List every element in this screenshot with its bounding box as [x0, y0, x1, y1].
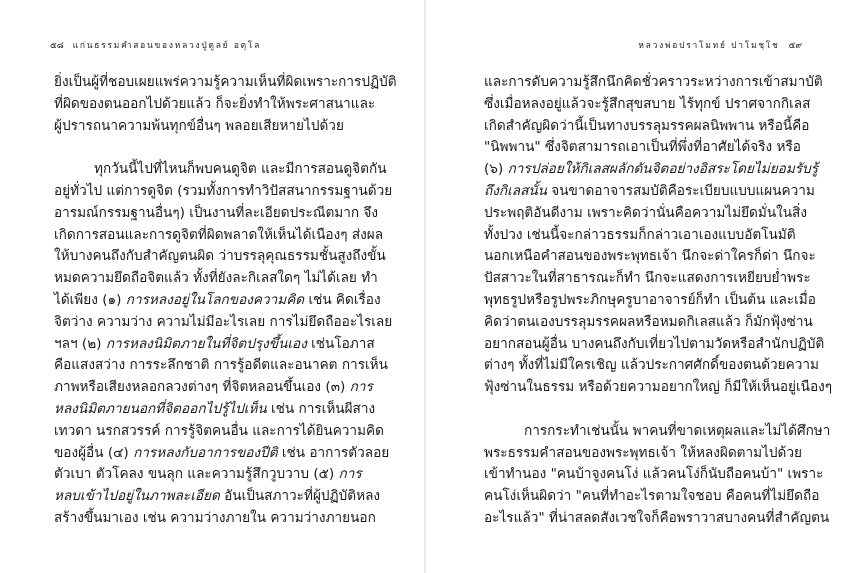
left-page-header — [50, 38, 261, 52]
text-line — [484, 72, 823, 92]
text-line — [54, 508, 376, 528]
text-line — [484, 377, 832, 397]
text-segment: เช่น การเห็นผีสาง — [266, 401, 376, 417]
text-line — [54, 246, 386, 266]
text-line — [484, 159, 818, 179]
text-line — [484, 443, 802, 463]
text-line — [54, 377, 373, 397]
text-line — [484, 116, 809, 136]
right-page — [425, 0, 850, 573]
text-segment: เกิดการสอนและการดูจิตที่ผิดพลาดให้เห็นได้เนืองๆ ส่งผล — [54, 226, 384, 243]
text-line — [54, 399, 375, 419]
right-page-number: ๕๙ — [788, 41, 802, 51]
text-segment: (๖) — [484, 161, 508, 178]
text-segment: คนโง่เห็นผิดว่า "คนที่ทำอะไรตามใจชอบ คือคนที่ไม่ยึดถือ — [484, 488, 820, 505]
italic-text-segment: หลบเข้าไปอยู่ในภาพละเอียด — [54, 488, 220, 505]
text-line — [484, 94, 810, 114]
text-segment: "นิพพาน" ซึ่งจิตสามารถเอาเป็นที่พึ่งที่อาศัยได้จริง หรือ — [484, 139, 801, 156]
italic-text-segment: การหลงนิมิตภายในที่จิตปรุงขึ้นเอง — [105, 335, 307, 352]
text-segment: พุทธรูปหรือรูปพระภิกษุครูบาอาจารย์ก็ทำ เป็นต้น และเมื่อ — [484, 292, 816, 308]
text-line — [484, 508, 829, 528]
text-line — [54, 94, 375, 114]
text-segment: ทั้งปวง เช่นนี้จะกล่าวธรรมก็กล่าวเอาเองแบบอัตโนมัติ — [484, 226, 796, 243]
text-segment: พระธรรมคำสอนของพระพุทธเจ้า ให้หลงผิดตามไปด้วย — [484, 444, 802, 461]
text-line — [484, 203, 807, 223]
text-segment: คือแสงสว่าง การระลึกชาติ การรู้อดีตและอนาคต การเห็น — [54, 357, 388, 374]
text-segment: ผู้ปรารถนาความพ้นทุกข์อื่นๆ พลอยเสียหายไปด้วย — [54, 117, 344, 134]
italic-text-segment: ถึงกิเลสนั้น — [484, 183, 547, 199]
text-line — [54, 334, 375, 354]
text-segment: จนขาดอาจารสมบัติคือระเบียบแบบแผนความ — [546, 183, 815, 199]
text-line — [54, 464, 362, 484]
text-line — [54, 116, 344, 136]
text-segment: เกิดสำคัญผิดว่านี้เป็นทางบรรลุมรรคผลนิพพาน หรือนี้คือ — [484, 117, 810, 134]
text-segment: การกระทำเช่นนั้น พาคนที่ขาดเหตุผลและไม่ได้ศึกษา — [524, 422, 831, 439]
text-line — [54, 443, 389, 463]
text-segment: อารมณ์กรรมฐานอื่นๆ) เป็นงานที่ละเอียดประณีตมาก จึง — [54, 204, 379, 221]
text-segment: อยู่ทั่วไป แต่การดูจิต (รวมทั้งการทำวิปัสสนากรรมฐานด้วย — [54, 183, 393, 199]
italic-text-segment: การปล่อยให้กิเลสผลักดันจิตอย่างอิสระโดยไม่ยอมรับรู้ — [507, 161, 819, 178]
text-line — [484, 225, 796, 245]
text-segment: ฟุ้งซ่านในธรรม หรือด้วยความอยากใหญ่ ก็มีให้เห็นอยู่เนืองๆ — [484, 379, 833, 396]
text-segment: อะไรแล้ว" ที่น่าสลดสังเวชใจก็คือพราวาสบางคนที่สำคัญตน — [484, 510, 830, 526]
text-segment: ให้บางคนถึงกับสำคัญตนผิด ว่าบรรลุคุณธรรมชั้นสูงถึงขั้น — [54, 248, 386, 265]
text-line — [54, 181, 392, 201]
text-line — [484, 137, 801, 157]
text-segment: อยากสอนผู้อื่น บางคนถึงกับเที่ยวไปตามวัดหรือสำนักปฏิบัติ — [484, 335, 825, 352]
text-segment: ปัสสาวะในที่สาธารณะก็ทำ นึกจะแสดงการเหยียบย่ำพระ — [484, 270, 811, 287]
text-line — [54, 355, 388, 375]
text-segment: ทุกวันนี้ไปที่ไหนก็พบคนดูจิต และมีการสอนดูจิตกัน — [94, 161, 387, 178]
text-line — [54, 225, 383, 245]
text-segment: จิตว่าง ความว่าง ความไม่มีอะไรเลย การไม่ยึดถืออะไรเลย — [54, 313, 393, 330]
text-segment: คิดว่าตนเองบรรลุมรรคผลหรือหมดกิเลสแล้ว ก็มักฟุ้งซ่าน — [484, 313, 813, 330]
text-segment: เช่นโอภาส — [306, 335, 375, 352]
text-line — [484, 486, 819, 506]
right-running-head: หลวงพ่อปราโมทย์ ปาโมชฺโช — [638, 40, 780, 50]
text-segment: เช่น คิดเรื่อง — [304, 292, 381, 308]
text-line — [54, 312, 392, 332]
right-page-header — [638, 38, 802, 52]
italic-text-segment: การ — [349, 379, 373, 396]
italic-text-segment: การหลงอยู่ในโลกของความคิด — [125, 292, 305, 308]
italic-text-segment: การ — [338, 466, 362, 483]
text-line — [484, 181, 815, 201]
text-segment: อันเป็นสภาวะที่ผู้ปฏิบัติหลง — [219, 488, 381, 505]
text-segment: ยิ่งเป็นผู้ที่ชอบเผยแพร่ความรู้ความเห็นที่ผิดเพราะการปฏิบัติ — [54, 74, 397, 90]
left-page-number: ๕๘ — [50, 41, 64, 51]
text-line — [54, 290, 381, 310]
text-line — [484, 334, 824, 354]
text-line — [484, 246, 816, 266]
left-running-head: แก่นธรรมคำสอนของหลวงปู่ดูลย์ อตุโล — [72, 40, 262, 50]
text-segment: ที่ผิดของตนออกไปด้วยแล้ว ก็จะยิ่งทำให้พระศาสนาและ — [54, 95, 376, 112]
text-line — [54, 72, 397, 92]
text-line — [484, 268, 811, 288]
text-line — [54, 268, 378, 288]
text-line — [54, 159, 387, 179]
text-line — [54, 421, 384, 441]
text-segment: สร้างขึ้นมาเอง เช่น ความว่างภายใน ความว่างภายนอก — [54, 510, 376, 526]
text-segment: เช่น อาการตัวลอย — [277, 444, 390, 461]
text-segment: ต่างๆ ทั้งที่ไม่มีใครเชิญ แล้วประกาศศักดิ์ของตนด้วยความ — [484, 357, 819, 374]
text-segment: ประพฤติอันดีงาม เพราะคิดว่านั่นคือความไม่ยึดมั่นในสิ่ง — [484, 204, 807, 221]
text-line — [484, 421, 830, 441]
text-segment: หมดความยึดถือจิตแล้ว ทั้งที่ยังละกิเลสใดๆ ไม่ได้เลย ทำ — [54, 270, 378, 287]
text-line — [54, 203, 378, 223]
text-segment: เทวดา นรกสวรรค์ การรู้จิตคนอื่น และการได้ยินความคิด — [54, 422, 384, 439]
text-segment: ฯลฯ (๒) — [54, 335, 106, 352]
italic-text-segment: หลงนิมิตภายนอกที่จิตออกไปรู้ไปเห็น — [54, 401, 267, 417]
text-segment: ซึ่งเมื่อหลงอยู่แล้วจะรู้สึกสุขสบาย ไร้ทุกข์ ปราศจากกิเลส — [484, 95, 811, 112]
text-line — [54, 486, 380, 506]
text-segment: เข้าทำนอง "คนบ้าจูงคนโง่ แล้วคนโง่ก็นับถือคนบ้า" เพราะ — [484, 466, 824, 483]
text-segment: นอกเหนือคำสอนของพระพุทธเจ้า นึกจะด่าใครก็ด่า นึกจะ — [484, 248, 816, 265]
text-segment: ภาพหรือเสียงหลอกลวงต่างๆ ที่จิตหลอนขึ้นเอง (๓) — [54, 379, 350, 396]
text-segment: ตัวเบา ตัวโคลง ขนลุก และความรู้สึกวูบวาบ (๕) — [54, 466, 339, 483]
text-line — [484, 290, 816, 310]
text-line — [484, 312, 813, 332]
text-segment: ได้เพียง (๑) — [54, 292, 126, 308]
text-segment: ของผู้อื่น (๔) — [54, 444, 134, 461]
text-line — [484, 355, 819, 375]
text-segment: และการดับความรู้สึกนึกคิดชั่วคราวระหว่างการเข้าสมาบัติ — [484, 74, 823, 90]
text-line — [484, 464, 823, 484]
italic-text-segment: การหลงกับอาการของปีติ — [133, 444, 278, 461]
